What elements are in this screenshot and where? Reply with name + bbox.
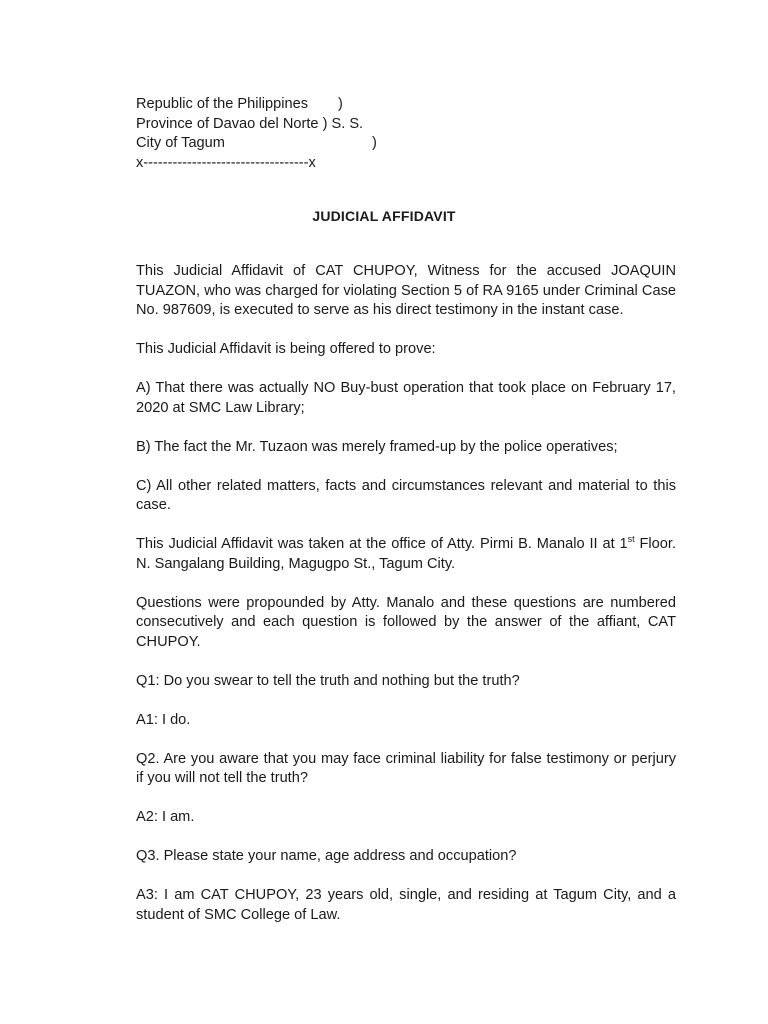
caption-province: Province of Davao del Norte ) S. S. xyxy=(136,115,364,132)
caption-republic: Republic of the Philippines xyxy=(136,96,308,112)
caption-paren: ) xyxy=(338,96,343,112)
question-1: Q1: Do you swear to tell the truth and nothing but the truth? xyxy=(136,672,520,689)
ordinal-superscript: st xyxy=(627,534,635,545)
questions-paragraph: Questions were propounded by Atty. Manalo and these questions are numbered consecutively and each question is followed by the answer of the affiant, CAT CHUPOY. xyxy=(136,594,676,650)
caption-city: City of Tagum xyxy=(136,135,225,151)
answer-1: A1: I do. xyxy=(136,711,191,728)
question-3: Q3. Please state your name, age address and occupation? xyxy=(136,848,517,864)
caption-line-rule xyxy=(136,154,363,174)
intro-paragraph: This Judicial Affidavit of CAT CHUPOY, Witness for the accused JOAQUIN TUAZON, who was charged for violating Section 5 of RA 9165 under Criminal Case No. 987609, is executed to serve as his direct testimony in the instant case. xyxy=(136,263,676,318)
point-a-paragraph: A) That there was actually NO Buy-bust operation that took place on February 17, 2020 at SMC Law Library; xyxy=(136,380,676,416)
taken-at-paragraph xyxy=(136,535,676,574)
caption-line-province xyxy=(136,115,363,135)
point-b-paragraph: B) The fact the Mr. Tuzaon was merely framed-up by the police operatives; xyxy=(136,438,618,455)
answer-2: A2: I am. xyxy=(136,809,195,825)
caption-line-republic xyxy=(136,95,363,115)
caption-paren: ) xyxy=(372,135,377,151)
caption-rule: x----------------------------------x xyxy=(136,154,316,171)
taken-at-text: This Judicial Affidavit was taken at the office of Atty. Pirmi B. Manalo II at 1 xyxy=(136,536,628,552)
caption-line-city xyxy=(136,134,377,154)
point-c-paragraph: C) All other related matters, facts and circumstances relevant and material to this case. xyxy=(136,477,676,513)
affidavit-body xyxy=(136,262,676,945)
question-2: Q2. Are you aware that you may face criminal liability for false testimony or perjury if you will not tell the truth? xyxy=(136,750,676,786)
offered-paragraph: This Judicial Affidavit is being offered to prove: xyxy=(136,341,436,357)
answer-3: A3: I am CAT CHUPOY, 23 years old, single, and residing at Tagum City, and a student of SMC College of Law. xyxy=(136,887,676,923)
document-title: JUDICIAL AFFIDAVIT xyxy=(312,208,456,224)
taken-at-text-rest: Floor. N. Sangalang Building, Magugpo St., Tagum City. xyxy=(136,536,676,572)
caption-block xyxy=(136,95,377,173)
